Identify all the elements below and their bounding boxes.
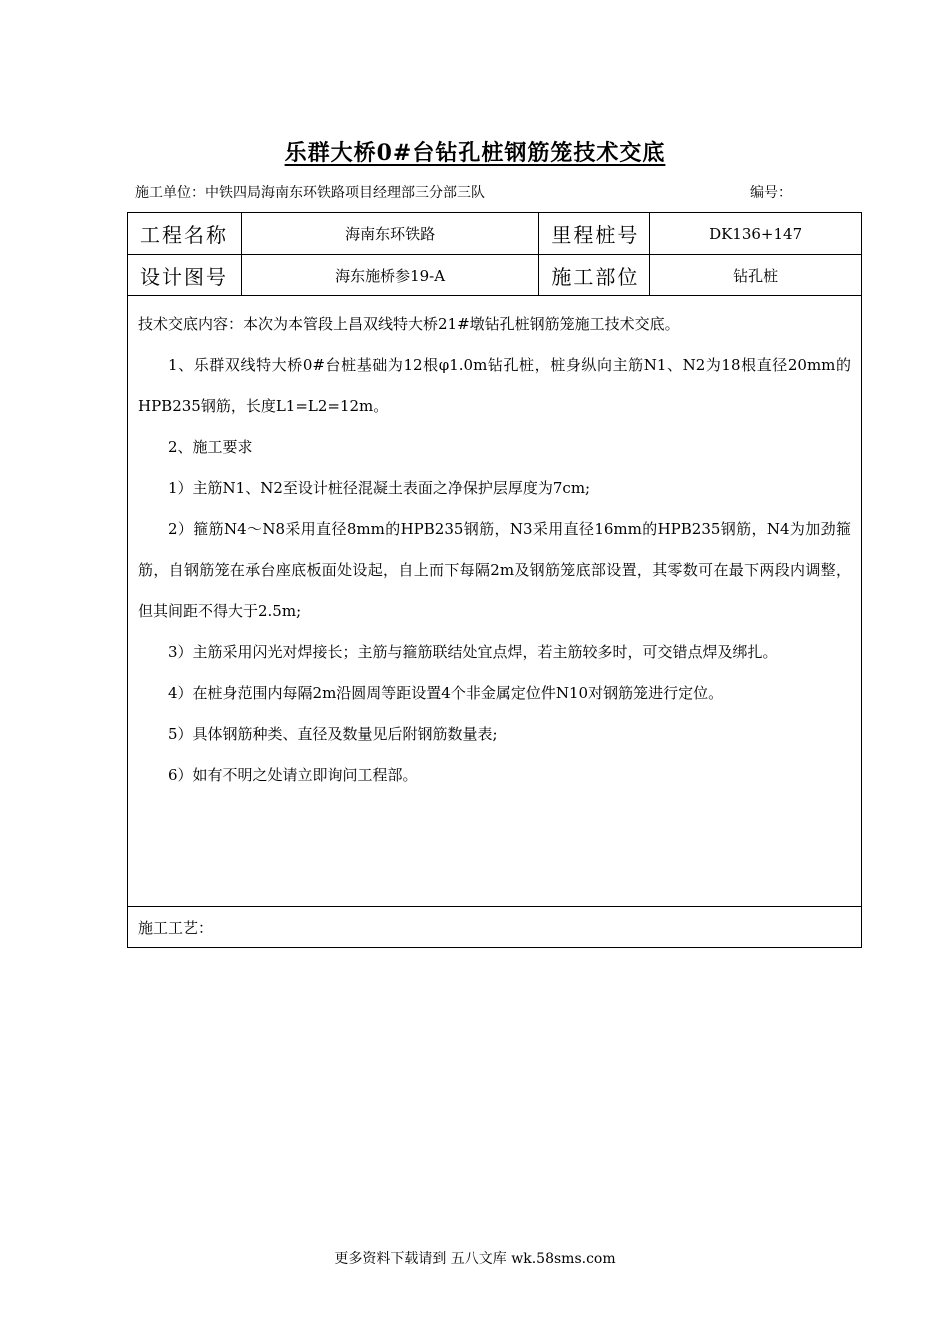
mileage-label: 里程桩号 <box>539 213 650 255</box>
drawing-number-value: 海东施桥参19-A <box>241 255 539 296</box>
project-name-value: 海南东环铁路 <box>241 213 539 255</box>
content-item: 2）箍筋N4～N8采用直径8mm的HPB235钢筋，N3采用直径16mm的HPB235钢筋，N4为加劲箍筋，自钢筋笼在承台座底板面处设起，自上而下每隔2m及钢筋笼底部设置，其零数可在最下两段内调整，但其间距不得大于2.5m; <box>138 520 851 620</box>
construction-part-value: 钻孔桩 <box>650 255 862 296</box>
table-row <box>128 296 862 907</box>
construction-part-label: 施工部位 <box>539 255 650 296</box>
document-title: 乐群大桥0#台钻孔桩钢筋笼技术交底 <box>284 140 666 166</box>
content-item: 6）如有不明之处请立即询问工程部。 <box>168 766 418 784</box>
content-item: 2、施工要求 <box>168 438 253 456</box>
construction-craft-label: 施工工艺： <box>128 907 862 948</box>
drawing-number-label: 设计图号 <box>128 255 242 296</box>
disclosure-table <box>127 212 862 948</box>
table-row <box>128 907 862 948</box>
unit-label: 施工单位： <box>135 185 205 201</box>
table-row <box>128 213 862 255</box>
content-item: 1）主筋N1、N2至设计桩径混凝土表面之净保护层厚度为7cm; <box>168 479 591 497</box>
mileage-value: DK136+147 <box>650 213 862 255</box>
content-intro: 技术交底内容：本次为本管段上昌双线特大桥21#墩钻孔桩钢筋笼施工技术交底。 <box>138 315 680 333</box>
content-item: 3）主筋采用闪光对焊接长；主筋与箍筋联结处宜点焊，若主筋较多时，可交错点焊及绑扎。 <box>168 643 778 661</box>
content-item: 1、乐群双线特大桥0#台桩基础为12根φ1.0m钻孔桩，桩身纵向主筋N1、N2为18根直径20mm的HPB235钢筋，长度L1=L2=12m。 <box>138 356 851 415</box>
unit-value: 中铁四局海南东环铁路项目经理部三分部三队 <box>205 185 485 201</box>
content-item: 4）在桩身范围内每隔2m沿圆周等距设置4个非金属定位件N10对钢筋笼进行定位。 <box>168 684 724 702</box>
footer-text: 更多资料下载请到 五八文库 wk.58sms.com <box>334 1251 616 1267</box>
project-name-label: 工程名称 <box>128 213 242 255</box>
number-label: 编号： <box>750 185 792 201</box>
document-meta <box>135 182 855 202</box>
table-row <box>128 255 862 296</box>
content-item: 5）具体钢筋种类、直径及数量见后附钢筋数量表; <box>168 725 498 743</box>
disclosure-content <box>128 296 862 907</box>
